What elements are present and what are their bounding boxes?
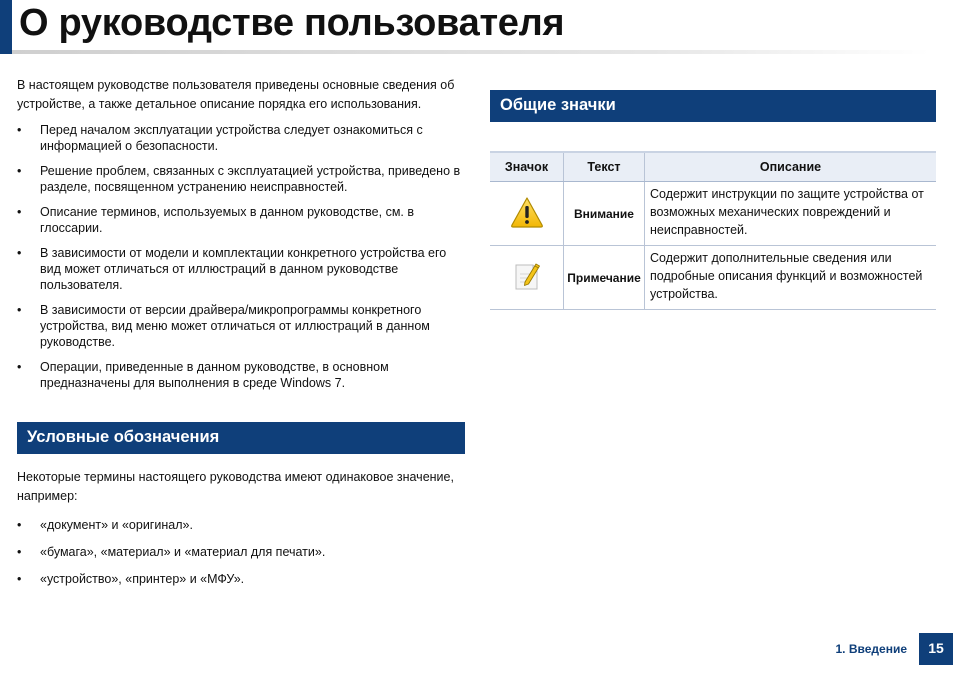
list-item: [17, 245, 465, 293]
list-item-text: В зависимости от модели и комплектации конкретного устройства его вид может отличаться от иллюстраций в данном руководстве пользователя.: [40, 246, 447, 292]
list-item-text: «устройство», «принтер» и «МФУ».: [40, 572, 245, 586]
row-description: Содержит инструкции по защите устройства от возможных механических повреждений и неисправностей.: [645, 182, 937, 246]
note-pencil-icon: [512, 260, 542, 292]
list-item-text: Операции, приведенные в данном руководстве, в основном предназначены для выполнения в среде Windows 7.: [40, 360, 389, 390]
list-item-text: Решение проблем, связанных с эксплуатацией устройства, приведено в разделе, посвященном устранению неисправностей.: [40, 164, 461, 194]
list-item: [17, 517, 465, 533]
conventions-intro: Некоторые термины настоящего руководства имеют одинаковое значение, например:: [17, 470, 454, 503]
list-item: [17, 163, 465, 195]
column-header-description: Описание: [645, 152, 937, 182]
table-header-row: [490, 152, 936, 182]
conventions-bullet-list: [17, 517, 465, 587]
row-label: Примечание: [564, 246, 645, 310]
column-header-text: Текст: [564, 152, 645, 182]
list-item: [17, 204, 465, 236]
list-item: [17, 571, 465, 587]
bullet-symbol: •: [17, 545, 22, 559]
icon-cell: [490, 246, 564, 310]
bullet-symbol: •: [17, 246, 22, 260]
page-number: 15: [919, 633, 953, 665]
icon-cell: [490, 182, 564, 246]
bullet-symbol: •: [17, 518, 22, 532]
table-row: [490, 246, 936, 310]
list-item-text: В зависимости от версии драйвера/микропрограммы конкретного устройства, вид меню может отличаться от иллюстраций в данном руководстве.: [40, 303, 430, 349]
title-accent-bar: [0, 0, 12, 52]
icons-table: [490, 151, 936, 310]
list-item: [17, 544, 465, 560]
list-item-text: «бумага», «материал» и «материал для печати».: [40, 545, 326, 559]
bullet-symbol: •: [17, 164, 22, 178]
list-item: [17, 122, 465, 154]
row-label: Внимание: [564, 182, 645, 246]
list-item: [17, 302, 465, 350]
warning-triangle-icon: [510, 196, 544, 228]
intro-paragraph: В настоящем руководстве пользователя приведены основные сведения об устройстве, а также детальное описание порядка его использования.: [17, 78, 455, 111]
footer-section-label: 1. Введение: [835, 642, 907, 656]
bullet-symbol: •: [17, 572, 22, 586]
bullet-symbol: •: [17, 123, 22, 137]
right-column: [490, 90, 936, 310]
icons-section-header: Общие значки: [490, 90, 936, 122]
list-item-text: «документ» и «оригинал».: [40, 518, 193, 532]
table-row: [490, 182, 936, 246]
title-divider: [0, 50, 930, 54]
bullet-symbol: •: [17, 360, 22, 374]
list-item: [17, 359, 465, 391]
list-item-text: Перед началом эксплуатации устройства следует ознакомиться с информацией о безопасности.: [40, 123, 423, 153]
list-item-text: Описание терминов, используемых в данном руководстве, см. в глоссарии.: [40, 205, 415, 235]
column-header-icon: Значок: [490, 152, 564, 182]
conventions-section-header: Условные обозначения: [17, 422, 465, 454]
bullet-symbol: •: [17, 303, 22, 317]
row-description: Содержит дополнительные сведения или подробные описания функций и возможностей устройства.: [645, 246, 937, 310]
bullet-symbol: •: [17, 205, 22, 219]
left-column: [17, 76, 465, 598]
intro-bullet-list: [17, 122, 465, 391]
page-title: О руководстве пользователя: [19, 2, 565, 44]
